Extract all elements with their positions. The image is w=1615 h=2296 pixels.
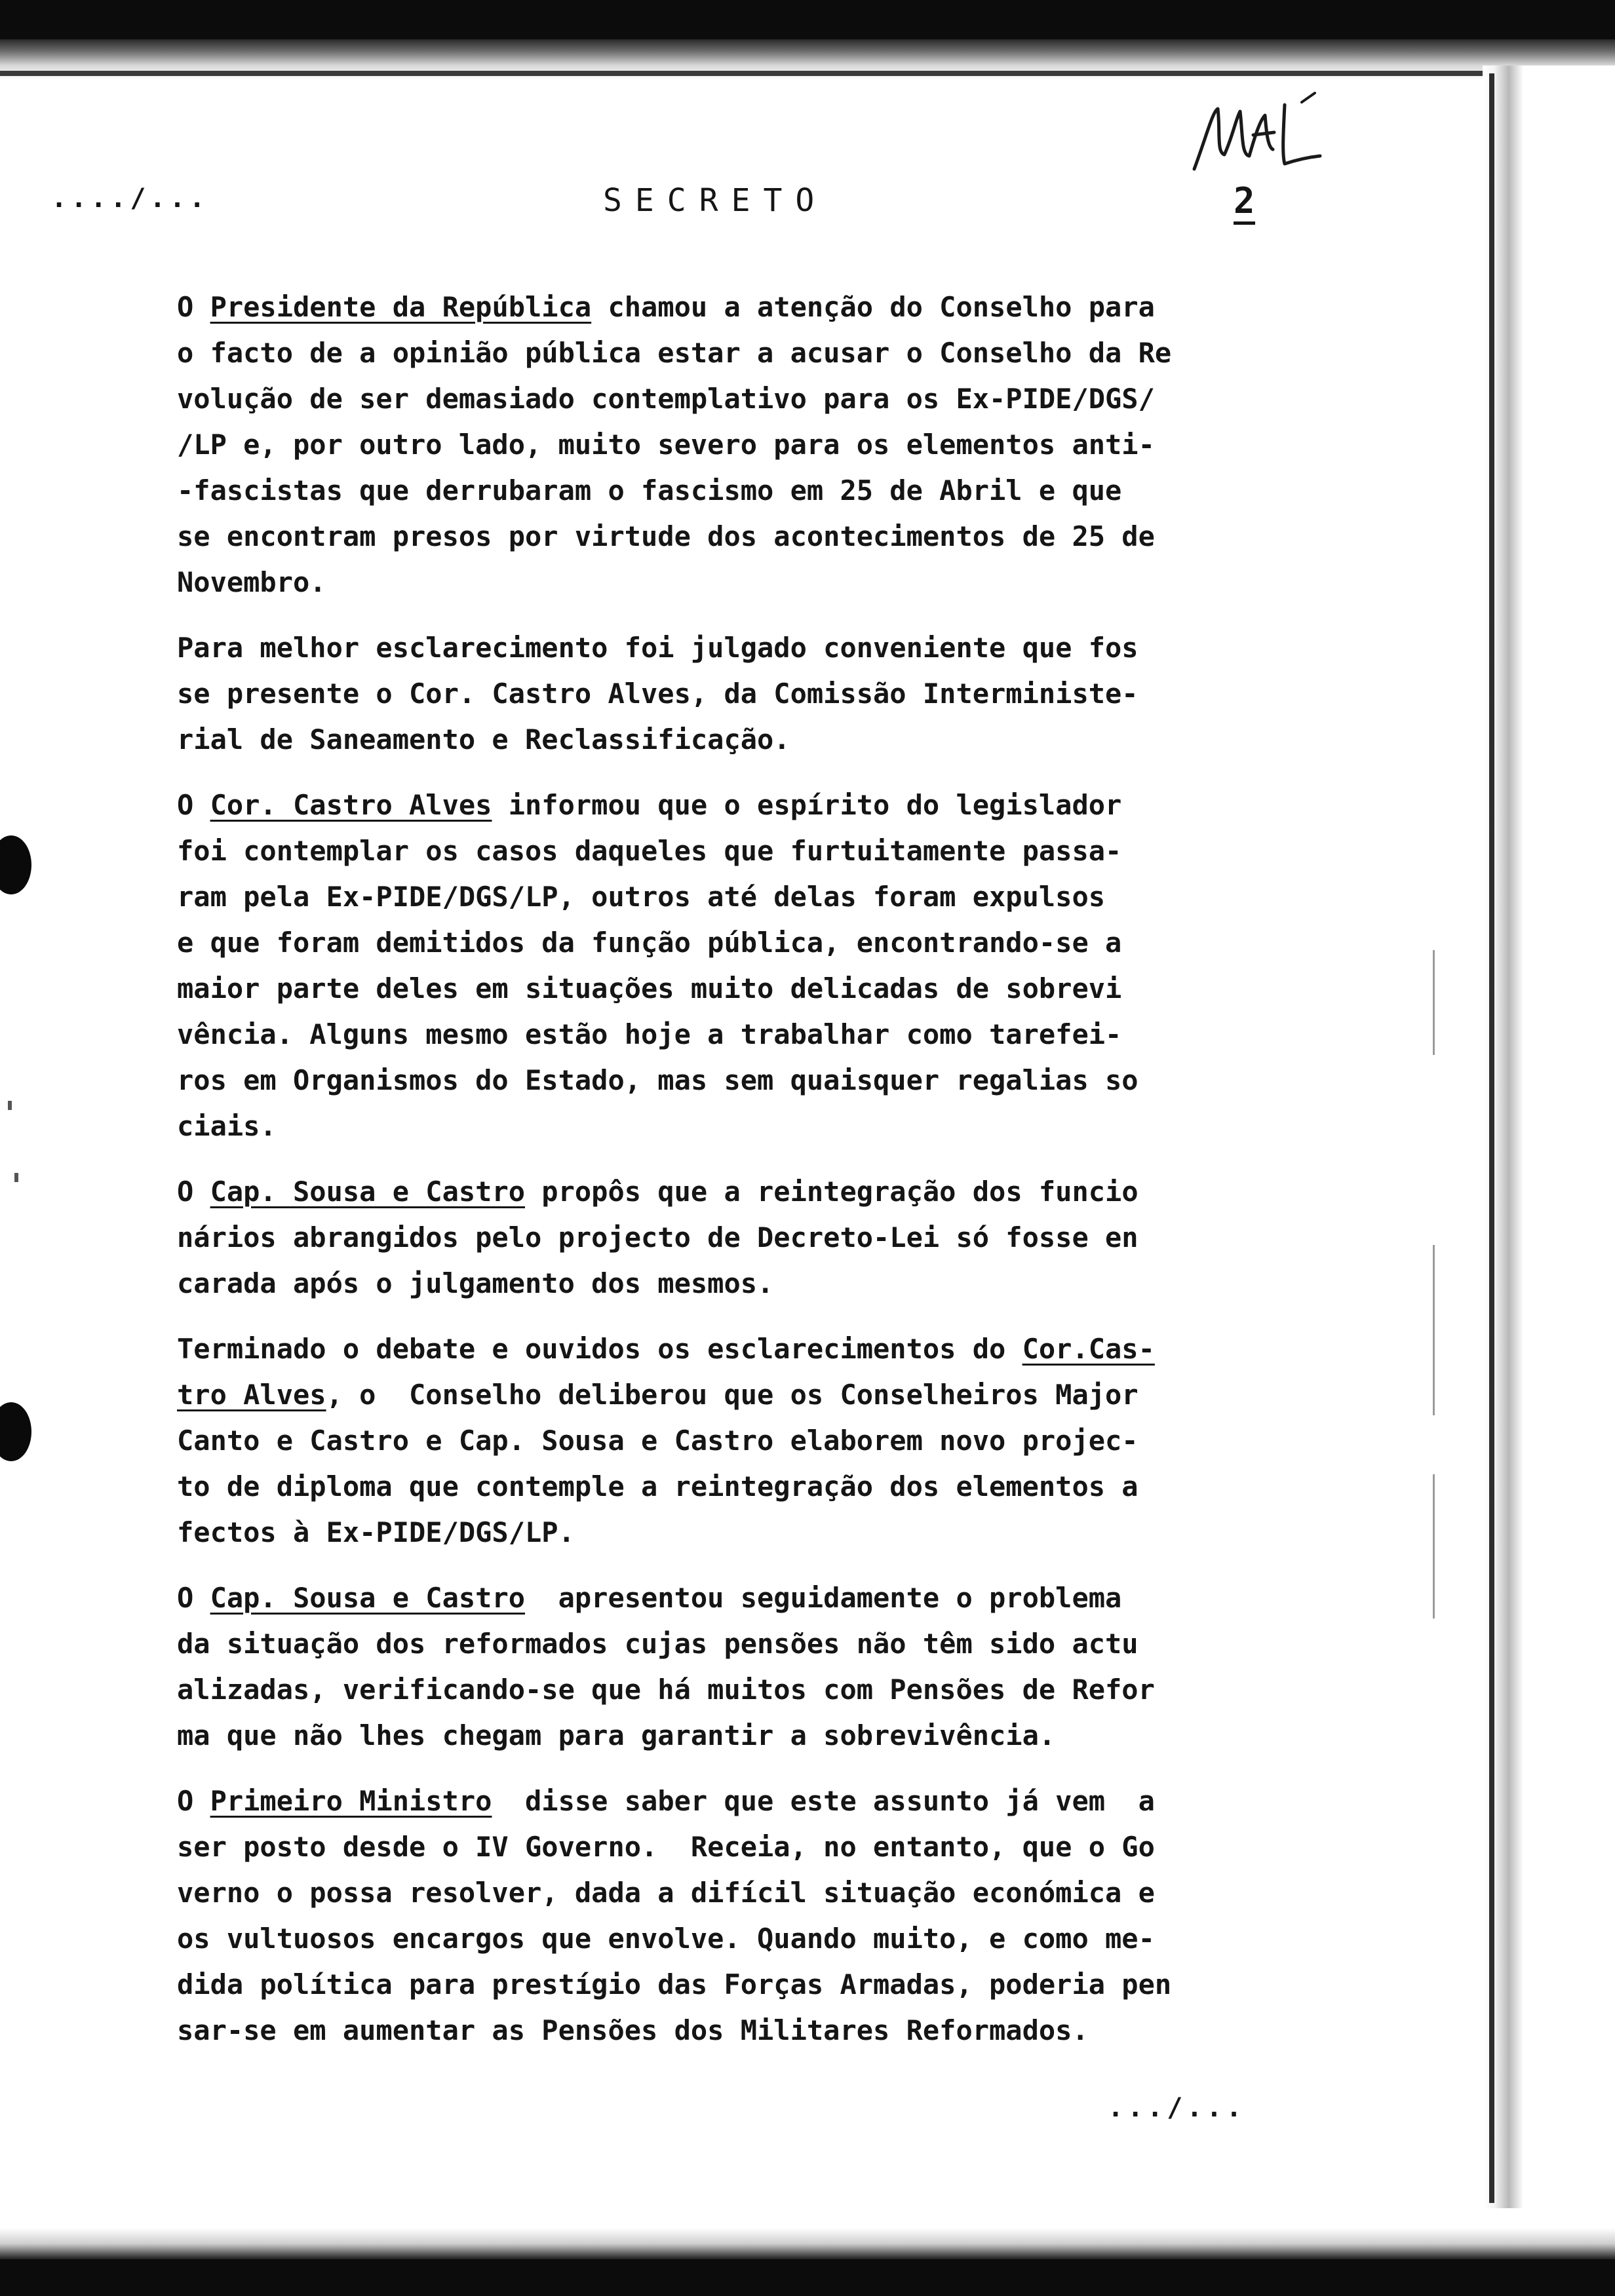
text-line bbox=[177, 1372, 1265, 1418]
text-line bbox=[177, 1012, 1265, 1058]
punch-hole-lower bbox=[0, 1402, 31, 1461]
text-segment: dida política para prestígio das Forças Armadas, poderia pen bbox=[177, 1968, 1172, 2000]
handwritten-initials bbox=[1186, 92, 1324, 177]
text-segment: foi contemplar os casos daqueles que furtuitamente passa- bbox=[177, 835, 1122, 867]
paragraph bbox=[177, 1169, 1265, 1307]
text-line bbox=[177, 1778, 1265, 1824]
text-line bbox=[177, 828, 1265, 874]
text-segment: alizadas, verificando-se que há muitos com Pensões de Refor bbox=[177, 1674, 1155, 1706]
text-line bbox=[177, 1103, 1265, 1149]
text-segment: O bbox=[177, 1785, 210, 1817]
text-line bbox=[177, 560, 1265, 605]
text-segment: rial de Saneamento e Reclassificação. bbox=[177, 723, 790, 756]
text-segment: e que foram demitidos da função pública, encontrando-se a bbox=[177, 927, 1122, 959]
scan-right-rule bbox=[1489, 73, 1494, 2203]
text-segment: Novembro. bbox=[177, 566, 326, 598]
classification-label: SECRETO bbox=[603, 182, 828, 219]
text-line bbox=[177, 920, 1265, 966]
text-line bbox=[177, 1824, 1265, 1870]
text-line bbox=[177, 2008, 1265, 2054]
text-segment: -fascistas que derrubaram o fascismo em 25 de Abril e que bbox=[177, 474, 1122, 507]
text-segment: se encontram presos por virtude dos acontecimentos de 25 de bbox=[177, 520, 1155, 552]
text-segment: chamou a atenção do Conselho para bbox=[591, 291, 1155, 323]
text-segment: informou que o espírito do legislador bbox=[492, 789, 1122, 821]
scan-speck bbox=[1433, 1474, 1435, 1618]
scan-right-shadow bbox=[1483, 66, 1615, 2208]
paragraph bbox=[177, 1575, 1265, 1759]
text-line bbox=[177, 514, 1265, 560]
paragraph bbox=[177, 1778, 1265, 2054]
page-number: 2 bbox=[1234, 181, 1255, 225]
text-segment: fectos à Ex-PIDE/DGS/LP. bbox=[177, 1516, 575, 1548]
text-segment: ciais. bbox=[177, 1110, 277, 1142]
text-segment: ma que não lhes chegam para garantir a sobrevivência. bbox=[177, 1719, 1056, 1751]
text-segment: ram pela Ex-PIDE/DGS/LP, outros até delas foram expulsos bbox=[177, 881, 1106, 913]
underlined-name: Presidente da República bbox=[210, 291, 592, 323]
text-line bbox=[177, 1962, 1265, 2008]
paragraph bbox=[177, 284, 1265, 605]
text-segment: to de diploma que contemple a reintegração dos elementos a bbox=[177, 1470, 1138, 1502]
text-segment: O bbox=[177, 1176, 210, 1208]
text-segment: os vultuosos encargos que envolve. Quando muito, e como me- bbox=[177, 1923, 1155, 1955]
text-line bbox=[177, 1169, 1265, 1215]
text-segment: verno o possa resolver, dada a difícil situação económica e bbox=[177, 1877, 1155, 1909]
scan-speck bbox=[1433, 950, 1435, 1055]
text-segment: apresentou seguidamente o problema bbox=[525, 1582, 1122, 1614]
text-segment: vência. Alguns mesmo estão hoje a trabalhar como tarefei- bbox=[177, 1018, 1122, 1050]
text-line bbox=[177, 1215, 1265, 1261]
text-segment: ros em Organismos do Estado, mas sem quaisquer regalias so bbox=[177, 1064, 1138, 1096]
text-segment: Terminado o debate e ouvidos os esclarecimentos do bbox=[177, 1333, 1022, 1365]
underlined-name: Cor.Cas- bbox=[1022, 1333, 1155, 1365]
paragraph bbox=[177, 1326, 1265, 1556]
text-segment: se presente o Cor. Castro Alves, da Comissão Interministe- bbox=[177, 678, 1138, 710]
text-line bbox=[177, 376, 1265, 422]
text-segment: volução de ser demasiado contemplativo para os Ex-PIDE/DGS/ bbox=[177, 383, 1155, 415]
text-line bbox=[177, 1713, 1265, 1759]
text-line bbox=[177, 1870, 1265, 1916]
underlined-name: tro Alves bbox=[177, 1379, 326, 1411]
text-line bbox=[177, 422, 1265, 468]
text-line bbox=[177, 782, 1265, 828]
text-segment: o facto de a opinião pública estar a acusar o Conselho da Re bbox=[177, 337, 1172, 369]
initials-text bbox=[1186, 92, 1324, 177]
text-segment: nários abrangidos pelo projecto de Decreto-Lei só fosse en bbox=[177, 1221, 1138, 1253]
scan-top-rule bbox=[0, 71, 1501, 76]
underlined-name: Cor. Castro Alves bbox=[210, 789, 492, 821]
paragraph bbox=[177, 782, 1265, 1149]
text-line bbox=[177, 1621, 1265, 1667]
text-segment: Para melhor esclarecimento foi julgado conveniente que fos bbox=[177, 632, 1138, 664]
text-line bbox=[177, 717, 1265, 763]
scan-bottom-shadow bbox=[0, 2228, 1615, 2259]
text-line bbox=[177, 1058, 1265, 1103]
underlined-name: Primeiro Ministro bbox=[210, 1785, 492, 1817]
scan-speck bbox=[1433, 1245, 1435, 1415]
text-line bbox=[177, 330, 1265, 376]
text-segment: da situação dos reformados cujas pensões não têm sido actu bbox=[177, 1628, 1138, 1660]
text-segment: Canto e Castro e Cap. Sousa e Castro elaborem novo projec- bbox=[177, 1425, 1138, 1457]
text-line bbox=[177, 1326, 1265, 1372]
text-segment: sar-se em aumentar as Pensões dos Militares Reformados. bbox=[177, 2014, 1089, 2046]
text-segment: ser posto desde o IV Governo. Receia, no entanto, que o Go bbox=[177, 1831, 1155, 1863]
text-line bbox=[177, 874, 1265, 920]
text-segment: O bbox=[177, 1582, 210, 1614]
text-line bbox=[177, 1575, 1265, 1621]
text-line bbox=[177, 625, 1265, 671]
text-segment: disse saber que este assunto já vem a bbox=[492, 1785, 1155, 1817]
text-line bbox=[177, 1916, 1265, 1962]
document-body bbox=[177, 284, 1265, 2073]
text-line bbox=[177, 1510, 1265, 1556]
text-segment: O bbox=[177, 789, 210, 821]
scan-bottom-border bbox=[0, 2259, 1615, 2296]
text-segment: carada após o julgamento dos mesmos. bbox=[177, 1267, 774, 1299]
paragraph bbox=[177, 625, 1265, 763]
text-line bbox=[177, 468, 1265, 514]
text-line bbox=[177, 966, 1265, 1012]
footer-continuation-mark: .../... bbox=[1108, 2093, 1246, 2123]
scan-top-border bbox=[0, 0, 1615, 39]
text-line bbox=[177, 284, 1265, 330]
text-line bbox=[177, 1261, 1265, 1307]
scan-speck bbox=[8, 1101, 12, 1110]
text-segment: maior parte deles em situações muito delicadas de sobrevi bbox=[177, 972, 1122, 1004]
header-continuation-mark: ..../... bbox=[51, 183, 209, 214]
text-segment: /LP e, por outro lado, muito severo para os elementos anti- bbox=[177, 429, 1155, 461]
text-line bbox=[177, 671, 1265, 717]
text-segment: , o Conselho deliberou que os Conselheiros Major bbox=[326, 1379, 1138, 1411]
text-line bbox=[177, 1418, 1265, 1464]
text-line bbox=[177, 1464, 1265, 1510]
underlined-name: Cap. Sousa e Castro bbox=[210, 1176, 526, 1208]
text-segment: propôs que a reintegração dos funcio bbox=[525, 1176, 1138, 1208]
text-line bbox=[177, 1667, 1265, 1713]
underlined-name: Cap. Sousa e Castro bbox=[210, 1582, 526, 1614]
page-header bbox=[0, 176, 1615, 228]
punch-hole-upper bbox=[0, 835, 31, 894]
scan-speck bbox=[14, 1173, 18, 1182]
text-segment: O bbox=[177, 291, 210, 323]
